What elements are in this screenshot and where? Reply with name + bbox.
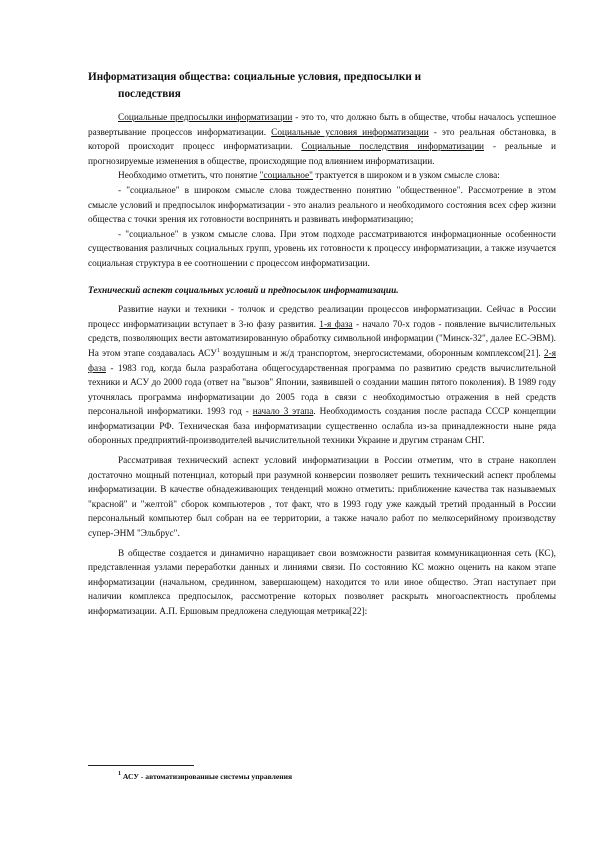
phase-1-link: 1-я фаза <box>319 319 353 330</box>
phase-3-link: начало 3 этапа <box>252 407 314 418</box>
paragraph-narrow-sense: - "социальное" в узком смысле слова. При этом подходе рассматриваются информационные особенности существования различных социальных групп, уровень их готовности к процессу информатизации, а также изучается социальная структура в ее соотношении с процессом информатизации. <box>88 229 556 269</box>
page-title <box>88 69 556 102</box>
footnote-mark: 1 <box>118 771 121 777</box>
section-heading: Технический аспект социальных условий и предпосылок информатизации. <box>88 285 399 296</box>
paragraph-phases <box>88 303 556 449</box>
text-span: Необходимо отметить, что понятие <box>118 171 260 182</box>
title-line-2: последствия <box>118 87 181 100</box>
text-span: - 1983 год, когда была разработана общегосударственная программа по развитию средств вычислительной техники и АСУ до 2000 года (ответ на "вызов" Японии, заявившей о создании машин пятого поколения). В 1989 году уточнялась программа информатизации до 2005 года в связи с необходимостью отражения в ней средств персональной информатики. 1993 год - <box>88 363 556 418</box>
footnote-text: АСУ - автоматизированные системы управления <box>121 772 293 781</box>
text-span: - это то, что должно быть в обществе, чтобы началось успешное развертывание процессов информатизации. <box>88 113 557 138</box>
term-social: "социальное" <box>259 171 313 182</box>
footnote-ref: 1 <box>216 347 220 354</box>
text-span: трактуется в широком и в узком смысле слова: <box>312 171 500 182</box>
phase-2-link: 2-я фаза <box>88 348 556 374</box>
paragraph-social-notion <box>88 169 556 184</box>
text-span: - это реальная обстановка, в которой происходит процесс информатизации. <box>88 127 556 153</box>
term-preconditions: Социальные предпосылки информатизации <box>118 113 293 123</box>
document-body <box>88 111 556 620</box>
paragraph-technical-aspect: Рассматривая технический аспект условий информатизации в России отметим, что в стране накоплен достаточно мощный потенциал, который при разумной конверсии позволяет решить технический аспект проблемы информатизации. В качестве обнадеживающих тенденций можно отметить: приближение качества так называемых "красной" и "желтой" сборок компьютеров , тот факт, что в 1993 году уже каждый третий проданный в России персональный компьютер был собран на ее территории, а также начало работ по мелкосерийному производству супер-ЭНМ "Эльбрус". <box>88 456 556 540</box>
term-consequences: Социальные последствия информатизации <box>301 142 485 153</box>
title-line-1: Информатизация общества: социальные условия, предпосылки и <box>88 71 422 83</box>
term-conditions: Социальные условия информатизации <box>271 127 429 138</box>
text-span: . Необходимость создания после распада СССР концепции информатизации РФ. Техническая база информатизации существенно ослабла из-за принадлежности ныне ряда оборонных предприятий-производителей вычислительной техники Украине и другим странам СНГ. <box>88 407 556 447</box>
paragraph-broad-sense: - "социальное" в широком смысле слова тождественно понятию "общественное". Рассмотрение в этом смысле условий и предпосылок информатизации - это анализ реального и необходимого состояния всех сфер жизни общества с точки зрения их готовности воспринять и развивать информатизацию; <box>88 185 556 226</box>
footnote-divider <box>88 765 194 766</box>
footnote <box>118 772 292 782</box>
text-span: воздушным и ж/д транспортом, энергосистемами, оборонным комплексом[21]. <box>219 348 544 359</box>
paragraph-definitions <box>88 111 556 169</box>
text-span: - начало 70-х годов - появление вычислительных средств, позволяющих вести автоматизированную обработку символьной информации ("Минск-32", далее ЕС-ЭВМ). На этом этапе создавалась АСУ <box>88 319 557 359</box>
text-span: Развитие науки и техники - толчок и средство реализации процессов информатизации. Сейчас в России процесс информатизации вступает в 3-ю фазу развития. <box>88 305 556 330</box>
text-span: - реальные и прогнозируемые изменения в обществе, происходящие под влиянием информатизации. <box>88 142 556 167</box>
paragraph-communication-network: В обществе создается и динамично наращивает свои возможности развитая коммуникационная сеть (КС), представленная узлами переработки данных и линиями связи. По состоянию КС можно оценить на каком этапе информатизации (начальном, срединном, завершающем) находится то или иное общество. Этап наступает при наличии комплекса предпосылок, рассмотрение которых позволяет раскрыть многоаспектность проблемы информатизации. А.П. Ершовым предложена следующая метрика[22]: <box>88 548 556 617</box>
